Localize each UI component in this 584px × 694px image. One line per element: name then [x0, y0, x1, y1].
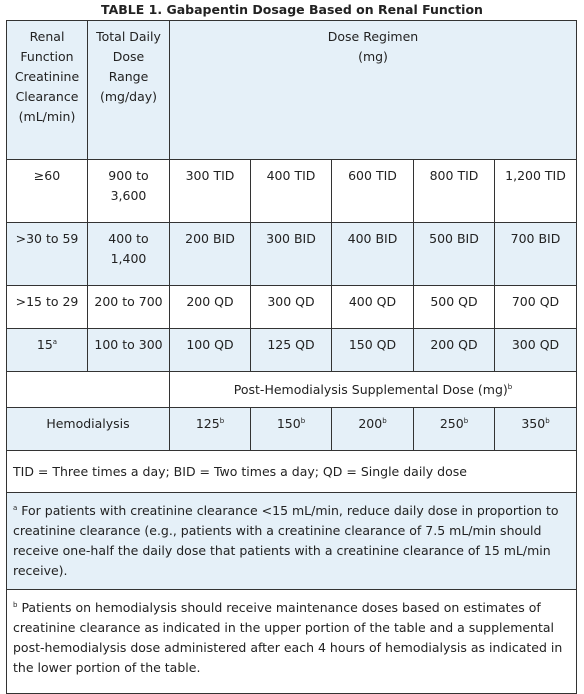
- range-cell: 900 to 3,600: [88, 160, 170, 223]
- dose-cell: 400 QD: [332, 286, 414, 329]
- footnote-b: $^b$ Patients on hemodialysis should receive maintenance doses based on estimates of creatinine clearance as indicated in the upper portion of the table and a supplemental post-hemodialysis dose administered after each 4 hours of hemodialysis as indicated in the lower portion of the table.: [7, 590, 577, 694]
- footnote-abbreviations-row: [7, 451, 577, 493]
- table-row: [7, 160, 577, 223]
- dose-cell: 100 QD: [170, 329, 251, 372]
- dose-cell: 1,200 TID: [495, 160, 577, 223]
- dose-cell: 300 QD: [251, 286, 332, 329]
- header-total-daily-dose: Total Daily Dose Range (mg/day): [88, 21, 170, 160]
- dose-cell: 125 QD: [251, 329, 332, 372]
- dose-cell: 500 BID: [414, 223, 495, 286]
- clearance-cell: >30 to 59: [7, 223, 88, 286]
- dose-cell: 500 QD: [414, 286, 495, 329]
- range-cell: 400 to 1,400: [88, 223, 170, 286]
- header-dose-regimen: Dose Regimen (mg): [170, 21, 577, 160]
- dose-cell: 350$^b$: [495, 408, 577, 451]
- dose-cell: 800 TID: [414, 160, 495, 223]
- dose-cell: 600 TID: [332, 160, 414, 223]
- table-row: [7, 286, 577, 329]
- header-renal-function: Renal Function Creatinine Clearance (mL/min): [7, 21, 88, 160]
- clearance-cell: >15 to 29: [7, 286, 88, 329]
- dose-cell: 150$^b$: [251, 408, 332, 451]
- dose-cell: 200 QD: [414, 329, 495, 372]
- range-cell: 200 to 700: [88, 286, 170, 329]
- dose-cell: 300 QD: [495, 329, 577, 372]
- dose-cell: 125$^b$: [170, 408, 251, 451]
- footnote-a-row: [7, 493, 577, 590]
- dose-cell: 200$^b$: [332, 408, 414, 451]
- hemodialysis-row: [7, 408, 577, 451]
- dose-cell: 200 BID: [170, 223, 251, 286]
- dose-cell: 300 TID: [170, 160, 251, 223]
- table-row: [7, 329, 577, 372]
- post-hemodialysis-header-row: [7, 372, 577, 408]
- dose-cell: 400 BID: [332, 223, 414, 286]
- footnote-b-row: [7, 590, 577, 694]
- header-row: [7, 21, 577, 160]
- dose-cell: 700 QD: [495, 286, 577, 329]
- footnote-abbreviations: TID = Three times a day; BID = Two times a day; QD = Single daily dose: [7, 451, 577, 493]
- hemodialysis-label: Hemodialysis: [7, 408, 170, 451]
- dose-cell: 250$^b$: [414, 408, 495, 451]
- dose-cell: 150 QD: [332, 329, 414, 372]
- footnote-a: $^a$ For patients with creatinine clearance <15 mL/min, reduce daily dose in proportion to creatinine clearance (e.g., patients with a creatinine clearance of 7.5 mL/min should receive one-half the daily dose that patients with a creatinine clearance of 15 mL/min receive).: [7, 493, 577, 590]
- post-hemodialysis-label: Post-Hemodialysis Supplemental Dose (mg)$^b$: [170, 372, 577, 408]
- range-cell: 100 to 300: [88, 329, 170, 372]
- clearance-cell: ≥60: [7, 160, 88, 223]
- dose-cell: 400 TID: [251, 160, 332, 223]
- table-row: [7, 223, 577, 286]
- dose-cell: 300 BID: [251, 223, 332, 286]
- dosage-table: [6, 20, 577, 694]
- empty-cell: [7, 372, 170, 408]
- table-title: TABLE 1. Gabapentin Dosage Based on Renal Function: [101, 2, 483, 17]
- dosage-table-wrapper: [6, 20, 576, 694]
- clearance-cell: 15$^a$: [7, 329, 88, 372]
- dose-cell: 700 BID: [495, 223, 577, 286]
- dose-cell: 200 QD: [170, 286, 251, 329]
